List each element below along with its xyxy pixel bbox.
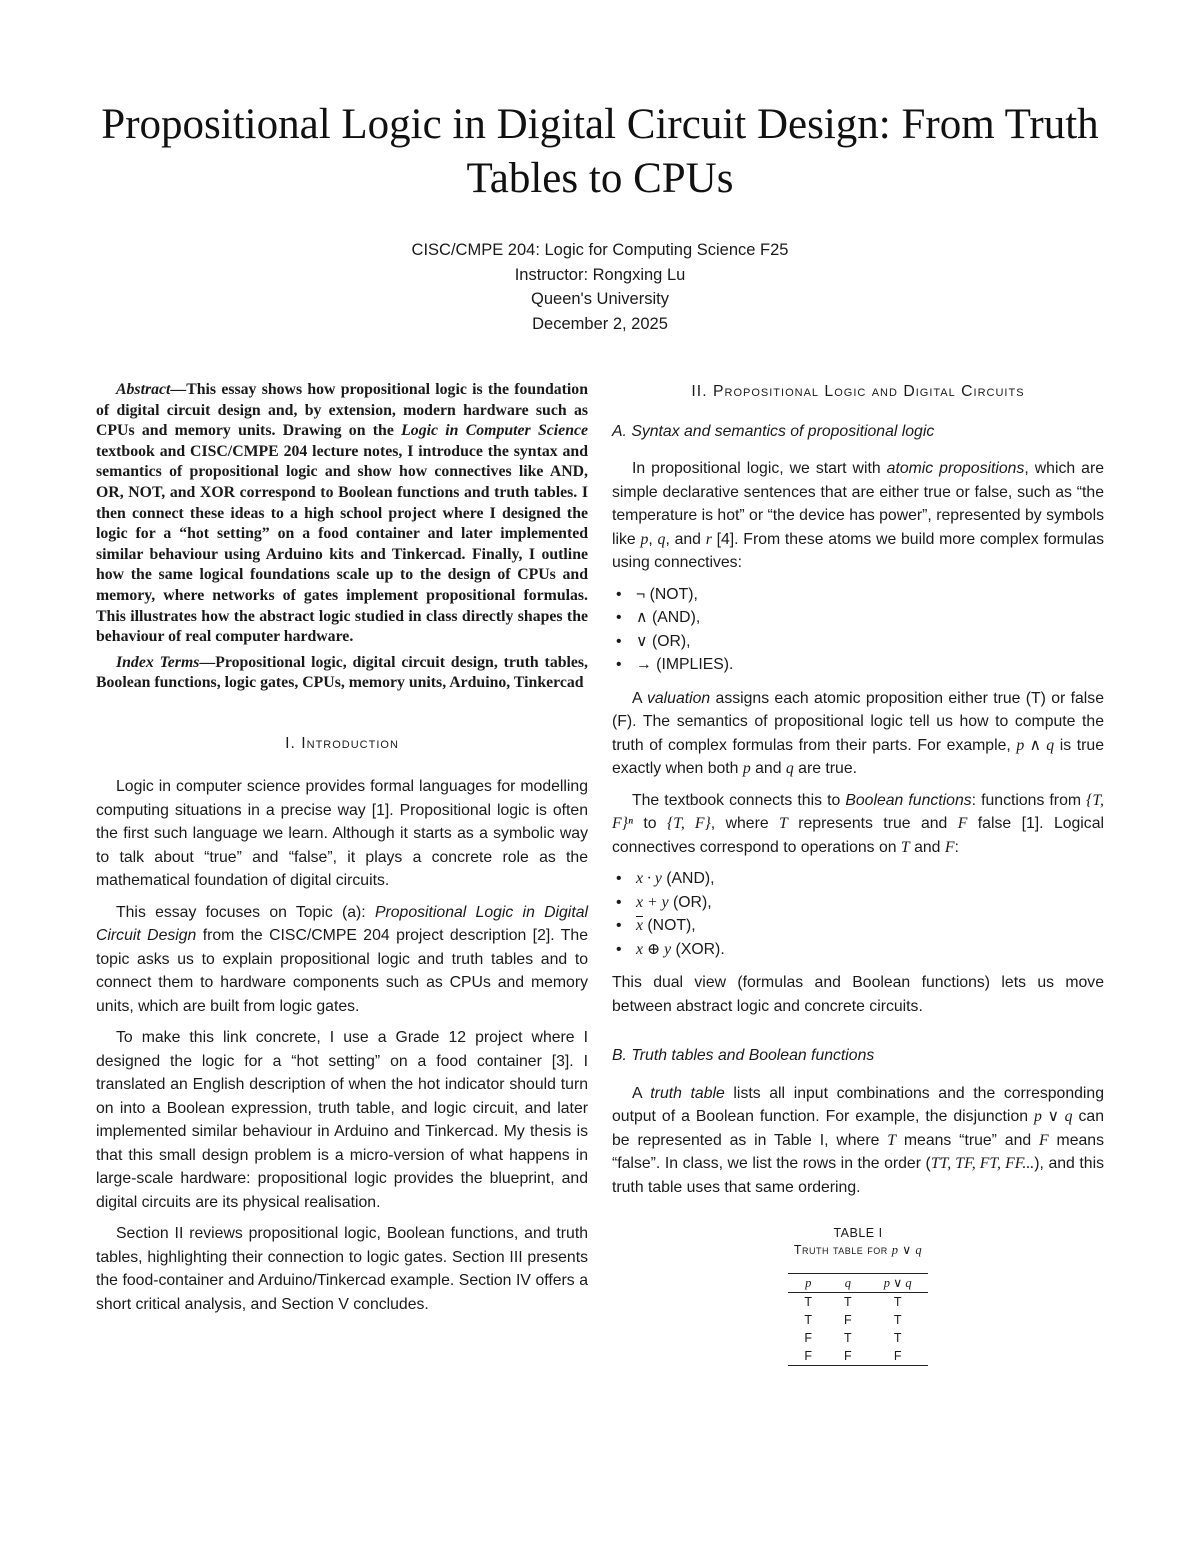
table-cell: T [893,1313,902,1327]
left-column [96,380,588,1324]
instructor: Instructor: Rongxing Lu [514,265,686,284]
valuation-paragraph: A valuation assigns each atomic proposition either true (T) or false (F). The semantics of propositional logic tell us how to compute the truth of complex formulas from their parts. For example, p ∧ q is true exactly when both p and q are true. [612,689,1104,777]
boolean-functions-paragraph: The textbook connects this to Boolean functions: functions from {T, F}ⁿ to {T, F}, where T represents true and F false [1]. Logical connectives correspond to operations on T and F: [612,791,1104,856]
university: Queen's University [531,290,669,309]
author-block [300,238,900,336]
abstract: Abstract—This essay shows how propositional logic is the foundation of digital circuit design and, by extension, modern hardware such as CPUs and memory units. Drawing on the Logic in Computer Science textbook and CISC/CMPE 204 lecture notes, I introduce the syntax and semantics of propositional logic and show how connectives like AND, OR, NOT, and XOR correspond to Boolean functions and truth tables. I then connect these ideas to a high school project where I designed the logic for a “hot setting” on a food container and later implemented similar behaviour using Arduino kits and Tinkercad. Finally, I outline how the same logical foundations scale up to the design of CPUs and memory, where networks of gates implement propositional formulas. This illustrates how the abstract logic studied in class directly shapes the behaviour of real computer hardware. [96,381,588,646]
subsection-b-heading: B. Truth tables and Boolean functions [612,1047,875,1064]
syntax-paragraph: In propositional logic, we start with atomic propositions, which are simple declarative sentences that are either true or false, such as “the temperature is hot” or “the device has power”, represented by symbols like p, q, and r [4]. From these atoms we build more complex formulas using connectives: [612,460,1105,571]
table-header-p: p [788,1274,828,1293]
intro-paragraph-4: Section II reviews propositional logic, Boolean functions, and truth tables, highlighting their connection to logic gates. Section III presents the food-container and Arduino/Tinkercad example. Section IV offers a short critical analysis, and Section V concludes. [96,1225,588,1313]
index-terms: Index Terms—Propositional logic, digital circuit design, truth tables, Boolean functions, logic gates, CPUs, memory units, Arduino, Tinkercad [96,653,588,692]
course-name: CISC/CMPE 204: Logic for Computing Science F25 [411,241,789,259]
paper-title: Propositional Logic in Digital Circuit Design: From Truth Tables to CPUs [101,101,1099,202]
table-cell: T [893,1295,902,1309]
table-cell: F [804,1331,813,1345]
list-item: • x · y (AND), [634,867,1104,891]
table-cell: F [788,1347,828,1366]
table-cell: F [868,1347,928,1366]
date: December 2, 2025 [532,314,668,333]
list-item: • ∧ (AND), [634,606,1104,630]
table-label: TABLE I [833,1226,883,1240]
table-cell: T [804,1313,813,1327]
intro-paragraph-1: Logic in computer science provides formal languages for modelling computing situations in a precise way [1]. Propositional logic is often the first such language we learn. Although it starts as a symbolic way to talk about “true” and “false”, it plays a concrete role as the mathematical foundation of digital circuits. [96,778,588,890]
list-item: • → (IMPLIES). [634,653,1104,677]
list-item: • x + y (OR), [634,891,1104,915]
subsection-a-heading: A. Syntax and semantics of propositional logic [612,422,935,440]
intro-paragraph-3: To make this link concrete, I use a Grade 12 project where I designed the logic for a “hot setting” on a food container [3]. I translated an English description of when the hot indicator should turn on into a Boolean expression, truth table, and logic circuit, and later implemented similar behaviour in Arduino and Tinkercad. My thesis is that this small design problem is a micro-version of what happens in large-scale hardware: propositional logic provides the blueprint, and digital circuits are its physical realisation. [96,1029,588,1211]
table-cell: T [804,1295,813,1309]
truth-table [788,1273,927,1366]
table-cell: T [844,1295,852,1309]
table-row [788,1293,927,1312]
section-heading-propositional-logic: II. Propositional Logic and Digital Circuits [691,383,1025,400]
list-item: • ¬ (NOT), [634,583,1104,607]
table-cell: F [828,1347,868,1366]
list-item: • x ⊕ y (XOR). [634,938,1104,962]
table-cell: T [893,1331,902,1345]
intro-paragraph-2: This essay focuses on Topic (a): Propositional Logic in Digital Circuit Design from the CISC/CMPE 204 project description [2]. The topic asks us to explain propositional logic and truth tables and to connect them to hardware components such as CPUs and memory units, which are built from logic gates. [96,903,589,1015]
table-row [788,1311,927,1329]
table-header-q: q [828,1274,868,1293]
table-cell: F [844,1313,852,1327]
boolean-operations-list [612,867,1104,961]
table-row [788,1347,927,1366]
list-item: • $\overline{x}$ (NOT), [634,914,1104,938]
truth-table-paragraph: A truth table lists all input combinations and the corresponding output of a Boolean function. For example, the disjunction p ∨ q can be represented as in Table I, where T means “true” and F means “false”. In class, we list the rows in the order (TT, TF, FT, FF...), and this truth table uses that same ordering. [612,1084,1105,1196]
dual-view-paragraph: This dual view (formulas and Boolean functions) lets us move between abstract logic and concrete circuits. [612,974,1104,1015]
section-heading-introduction: I. Introduction [285,734,399,752]
table-row [788,1329,927,1347]
table-header-p-or-q: p ∨ q [868,1274,928,1293]
right-column [612,380,1104,1366]
table-cell: T [844,1331,852,1345]
table-title: Truth table for p ∨ q [793,1243,923,1257]
connectives-list [612,583,1104,677]
table-caption [612,1225,1104,1259]
list-item: • ∨ (OR), [634,630,1104,654]
